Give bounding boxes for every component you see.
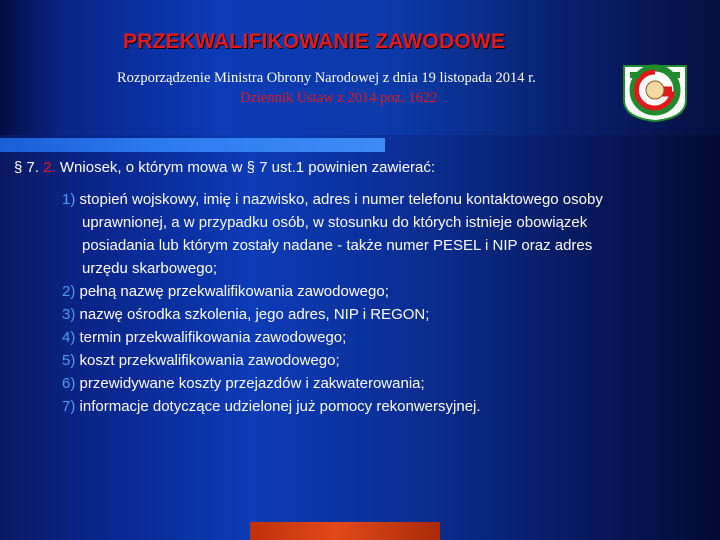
slide-title: PRZEKWALIFIKOWANIE ZAWODOWE [123,30,506,53]
regulation-text: Rozporządzenie Ministra Obrony Narodowej z dnia 19 listopada 2014 r. [117,70,536,86]
requirements-list [62,188,712,418]
list-marker: 5) [62,352,76,369]
source-citation: Dziennik Ustaw z 2014 poz. 1622 [240,90,438,106]
list-item-text: koszt przekwalifikowania zawodowego; [79,352,340,369]
list-marker: 7) [62,398,76,415]
list-item [62,188,712,280]
emblem-logo-icon [620,60,690,122]
list-item [62,280,712,303]
list-item-text: przewidywane koszty przejazdów i zakwaterowania; [79,375,425,392]
footer-accent-bar [250,522,440,540]
list-item-text: urzędu skarbowego; [82,260,218,277]
accent-bar [0,138,385,152]
header-band [0,0,720,135]
list-item-text: informacje dotyczące udzielonej już pomocy rekonwersyjnej. [79,398,481,415]
list-item [62,372,712,395]
list-item [62,326,712,349]
list-item-text: nazwę ośrodka szkolenia, jego adres, NIP i REGON; [79,306,430,323]
list-item-text: termin przekwalifikowania zawodowego; [79,329,347,346]
list-item-text: posiadania lub którym zostały nadane - także numer PESEL i NIP oraz adres [82,237,593,254]
list-item-text: uprawnionej, a w przypadku osób, w stosunku do których istnieje obowiązek [82,214,588,231]
list-marker: 1) [62,191,76,208]
list-item [62,303,712,326]
paragraph-prefix: § 7. [14,159,40,176]
list-marker: 4) [62,329,76,346]
list-item [62,349,712,372]
list-marker: 2) [62,283,76,300]
list-marker: 6) [62,375,76,392]
list-item-text: pełną nazwę przekwalifikowania zawodowego; [79,283,389,300]
list-item [62,395,712,418]
paragraph-number: 2. [43,159,56,176]
paragraph-heading [14,158,704,178]
paragraph-intro: Wniosek, o którym mowa w § 7 ust.1 powinien zawierać: [59,159,436,176]
list-item-text: stopień wojskowy, imię i nazwisko, adres i numer telefonu kontaktowego osoby [79,191,603,208]
list-marker: 3) [62,306,76,323]
